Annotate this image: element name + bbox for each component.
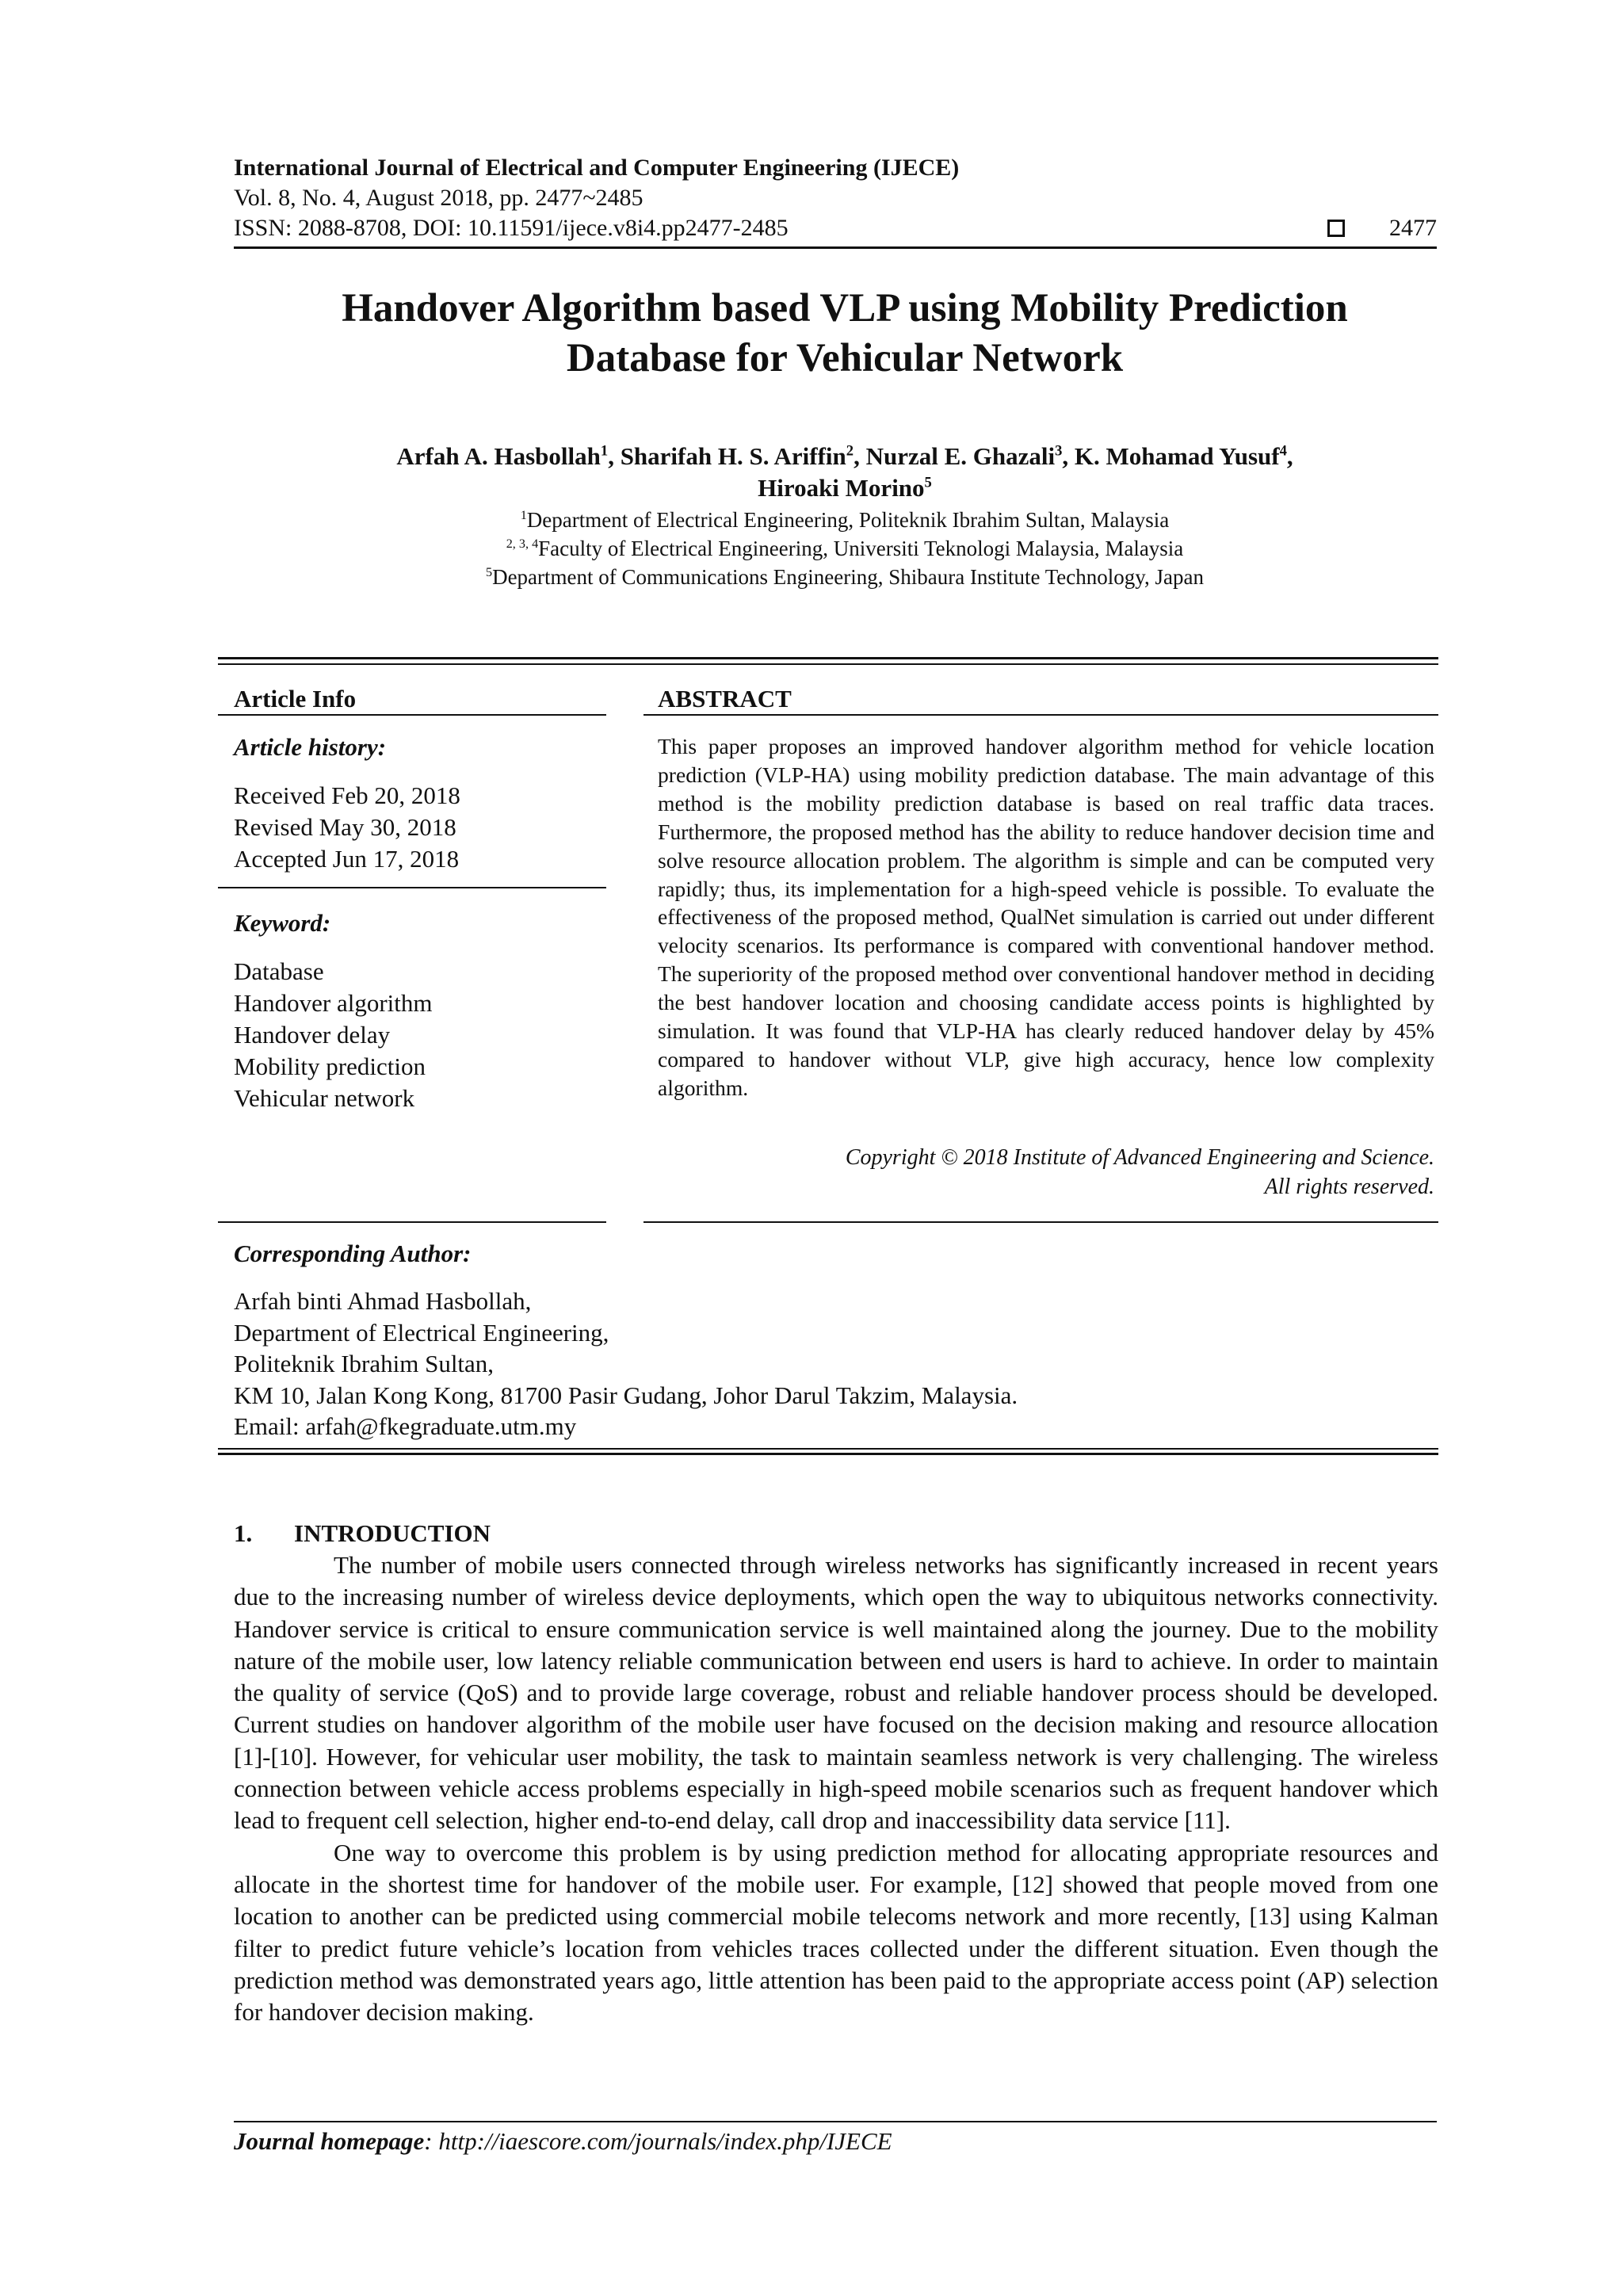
footer-label: Journal homepage bbox=[234, 2127, 425, 2155]
keyword-item: Handover algorithm bbox=[234, 989, 433, 1017]
affiliation-item bbox=[127, 534, 1563, 563]
article-info-rule bbox=[218, 714, 606, 716]
paragraph: The number of mobile users connected through wireless networks has significantly increased in recent years due to the increasing number of wireless device deployments, which open the way to ubiquitous networks connectivity. Handover service is critical to ensure communication service is well maintained along the journey. Due to the mobility nature of the mobile user, low latency reliable communication between end users is hard to achieve. In order to maintain the quality of service (QoS) and to provide large coverage, robust and reliable handover process should be developed. Current studies on handover algorithm of the mobile user have focused on the decision making and resource allocation [1]-[10]. However, for vehicular user mobility, the task to maintain seamless network is very challenging. The wireless connection between vehicle access problems especially in high-speed mobile scenarios such as frequent handover which lead to frequent cell selection, higher end-to-end delay, call drop and inaccessibility data service [11]. bbox=[234, 1551, 1438, 1835]
affiliation-text: Faculty of Electrical Engineering, Universiti Teknologi Malaysia, Malaysia bbox=[538, 537, 1184, 560]
author-sup: 4 bbox=[1279, 442, 1287, 460]
infobox-bottom-rule bbox=[218, 1453, 1438, 1455]
history-rule bbox=[218, 887, 606, 888]
affiliation-item bbox=[127, 506, 1563, 534]
journal-issn: ISSN: 2088-8708, DOI: 10.11591/ijece.v8i4.pp2477-2485 bbox=[234, 215, 789, 241]
copyright-line-2: All rights reserved. bbox=[1264, 1175, 1434, 1199]
received-date: Received Feb 20, 2018 bbox=[234, 781, 460, 809]
header-rule bbox=[234, 246, 1437, 249]
affiliation-sup: 1 bbox=[520, 508, 527, 522]
abstract-body: This paper proposes an improved handover algorithm method for vehicle location prediction (VLP-HA) using mobility prediction database. The main advantage of this method is the mobility prediction database is based on real traffic data traces. Furthermore, the proposed method has the ability to reduce handover decision time and solve resource allocation problem. The algorithm is simple and can be computed very rapidly; thus, its implementation for a high-speed vehicle is possible. To evaluate the effectiveness of the proposed method, QualNet simulation is carried out under different velocity scenarios. Its performance is compared with conventional handover method. The superiority of the proposed method over conventional handover method in deciding the best handover location and choosing candidate access points is highlighted by simulation. It was found that VLP-HA has clearly reduced handover delay by 45% compared to handover without VLP, give high accuracy, hence low complexity algorithm. bbox=[658, 734, 1434, 1100]
author-line-2 bbox=[127, 472, 1563, 504]
footer-url[interactable]: http://iaescore.com/journals/index.php/IJECE bbox=[438, 2127, 892, 2155]
title-line-2: Database for Vehicular Network bbox=[566, 336, 1124, 380]
author-name: , K. Mohamad Yusuf bbox=[1062, 442, 1280, 470]
copyright-line-1: Copyright © 2018 Institute of Advanced Engineering and Science. bbox=[845, 1145, 1434, 1170]
author-name: , Nurzal E. Ghazali bbox=[854, 442, 1056, 470]
infobox-bottom-rule-thin bbox=[218, 1448, 1438, 1450]
section-number: 1. bbox=[234, 1519, 253, 1547]
corresponding-institution: Politeknik Ibrahim Sultan, bbox=[234, 1350, 495, 1377]
footer-separator: : bbox=[424, 2127, 433, 2155]
revised-date: Revised May 30, 2018 bbox=[234, 813, 456, 841]
keyword-item: Mobility prediction bbox=[234, 1052, 426, 1080]
affiliation-text: Department of Electrical Engineering, Politeknik Ibrahim Sultan, Malaysia bbox=[526, 508, 1170, 532]
corresponding-heading: Corresponding Author: bbox=[234, 1240, 472, 1267]
introduction-body bbox=[234, 1549, 1438, 2028]
journal-homepage bbox=[234, 2126, 892, 2157]
corresponding-name: Arfah binti Ahmad Hasbollah, bbox=[234, 1287, 532, 1315]
introduction-heading bbox=[234, 1518, 491, 1549]
journal-issn-row bbox=[234, 213, 1437, 243]
author-line-1 bbox=[127, 441, 1563, 472]
author-sup: 1 bbox=[600, 442, 609, 460]
keyword-item: Vehicular network bbox=[234, 1084, 415, 1112]
corresponding-address: KM 10, Jalan Kong Kong, 81700 Pasir Gudang, Johor Darul Takzim, Malaysia. bbox=[234, 1381, 1018, 1409]
keyword-heading: Keyword: bbox=[234, 909, 331, 937]
affiliation-sup: 5 bbox=[485, 565, 493, 579]
author-sup: 5 bbox=[924, 474, 932, 491]
footer-rule bbox=[234, 2121, 1437, 2122]
paragraph: One way to overcome this problem is by using prediction method for allocating appropriate resources and allocate in the shortest time for handover of the mobile user. For example, [12] showed that people moved from one location to another can be predicted using commercial mobile telecoms network and more recently, [13] using Kalman filter to predict future vehicle’s location from vehicles traces collected under the different situation. Even though the prediction method was demonstrated years ago, little attention has been paid to the appropriate access point (AP) selection for handover decision making. bbox=[234, 1838, 1438, 2027]
infobox-top-rule-thin bbox=[218, 663, 1438, 665]
abstract-rule bbox=[643, 714, 1438, 716]
keyword-item: Database bbox=[234, 957, 324, 985]
corresponding-department: Department of Electrical Engineering, bbox=[234, 1318, 609, 1347]
affiliation-item bbox=[127, 563, 1563, 591]
author-sup: 2 bbox=[846, 442, 854, 460]
copyright-notice bbox=[658, 1143, 1434, 1201]
abstract-heading: ABSTRACT bbox=[658, 685, 792, 712]
author-list bbox=[127, 441, 1563, 504]
infobox-top-rule bbox=[218, 657, 1438, 659]
author-sup: 3 bbox=[1055, 442, 1063, 460]
keyword-item: Handover delay bbox=[234, 1021, 391, 1049]
corresponding-details bbox=[234, 1286, 1438, 1442]
author-name: Hiroaki Morino bbox=[758, 474, 925, 502]
affiliation-sup: 2, 3, 4 bbox=[506, 537, 539, 551]
title-line-1: Handover Algorithm based VLP using Mobility Prediction bbox=[342, 286, 1348, 330]
abstract-bottom-rule bbox=[643, 1221, 1438, 1223]
section-title: INTRODUCTION bbox=[294, 1519, 491, 1547]
paper-title bbox=[127, 284, 1563, 384]
author-name: , Sharifah H. S. Ariffin bbox=[608, 442, 846, 470]
journal-volume: Vol. 8, No. 4, August 2018, pp. 2477~2485 bbox=[234, 185, 643, 211]
affiliation-text: Department of Communications Engineering, Shibaura Institute Technology, Japan bbox=[492, 565, 1204, 589]
author-separator: , bbox=[1286, 442, 1293, 470]
journal-name: International Journal of Electrical and Computer Engineering (IJECE) bbox=[234, 155, 960, 181]
accepted-date: Accepted Jun 17, 2018 bbox=[234, 845, 460, 873]
affiliation-list bbox=[127, 506, 1563, 591]
square-bullet-icon bbox=[1327, 220, 1345, 237]
article-history-heading: Article history: bbox=[234, 733, 387, 761]
page-number-group bbox=[1327, 213, 1437, 243]
author-name: Arfah A. Hasbollah bbox=[396, 442, 601, 470]
page-number: 2477 bbox=[1389, 215, 1437, 241]
corresponding-email: Email: arfah@fkegraduate.utm.my bbox=[234, 1412, 577, 1440]
article-info-heading: Article Info bbox=[234, 685, 357, 712]
left-bottom-rule bbox=[218, 1221, 606, 1223]
